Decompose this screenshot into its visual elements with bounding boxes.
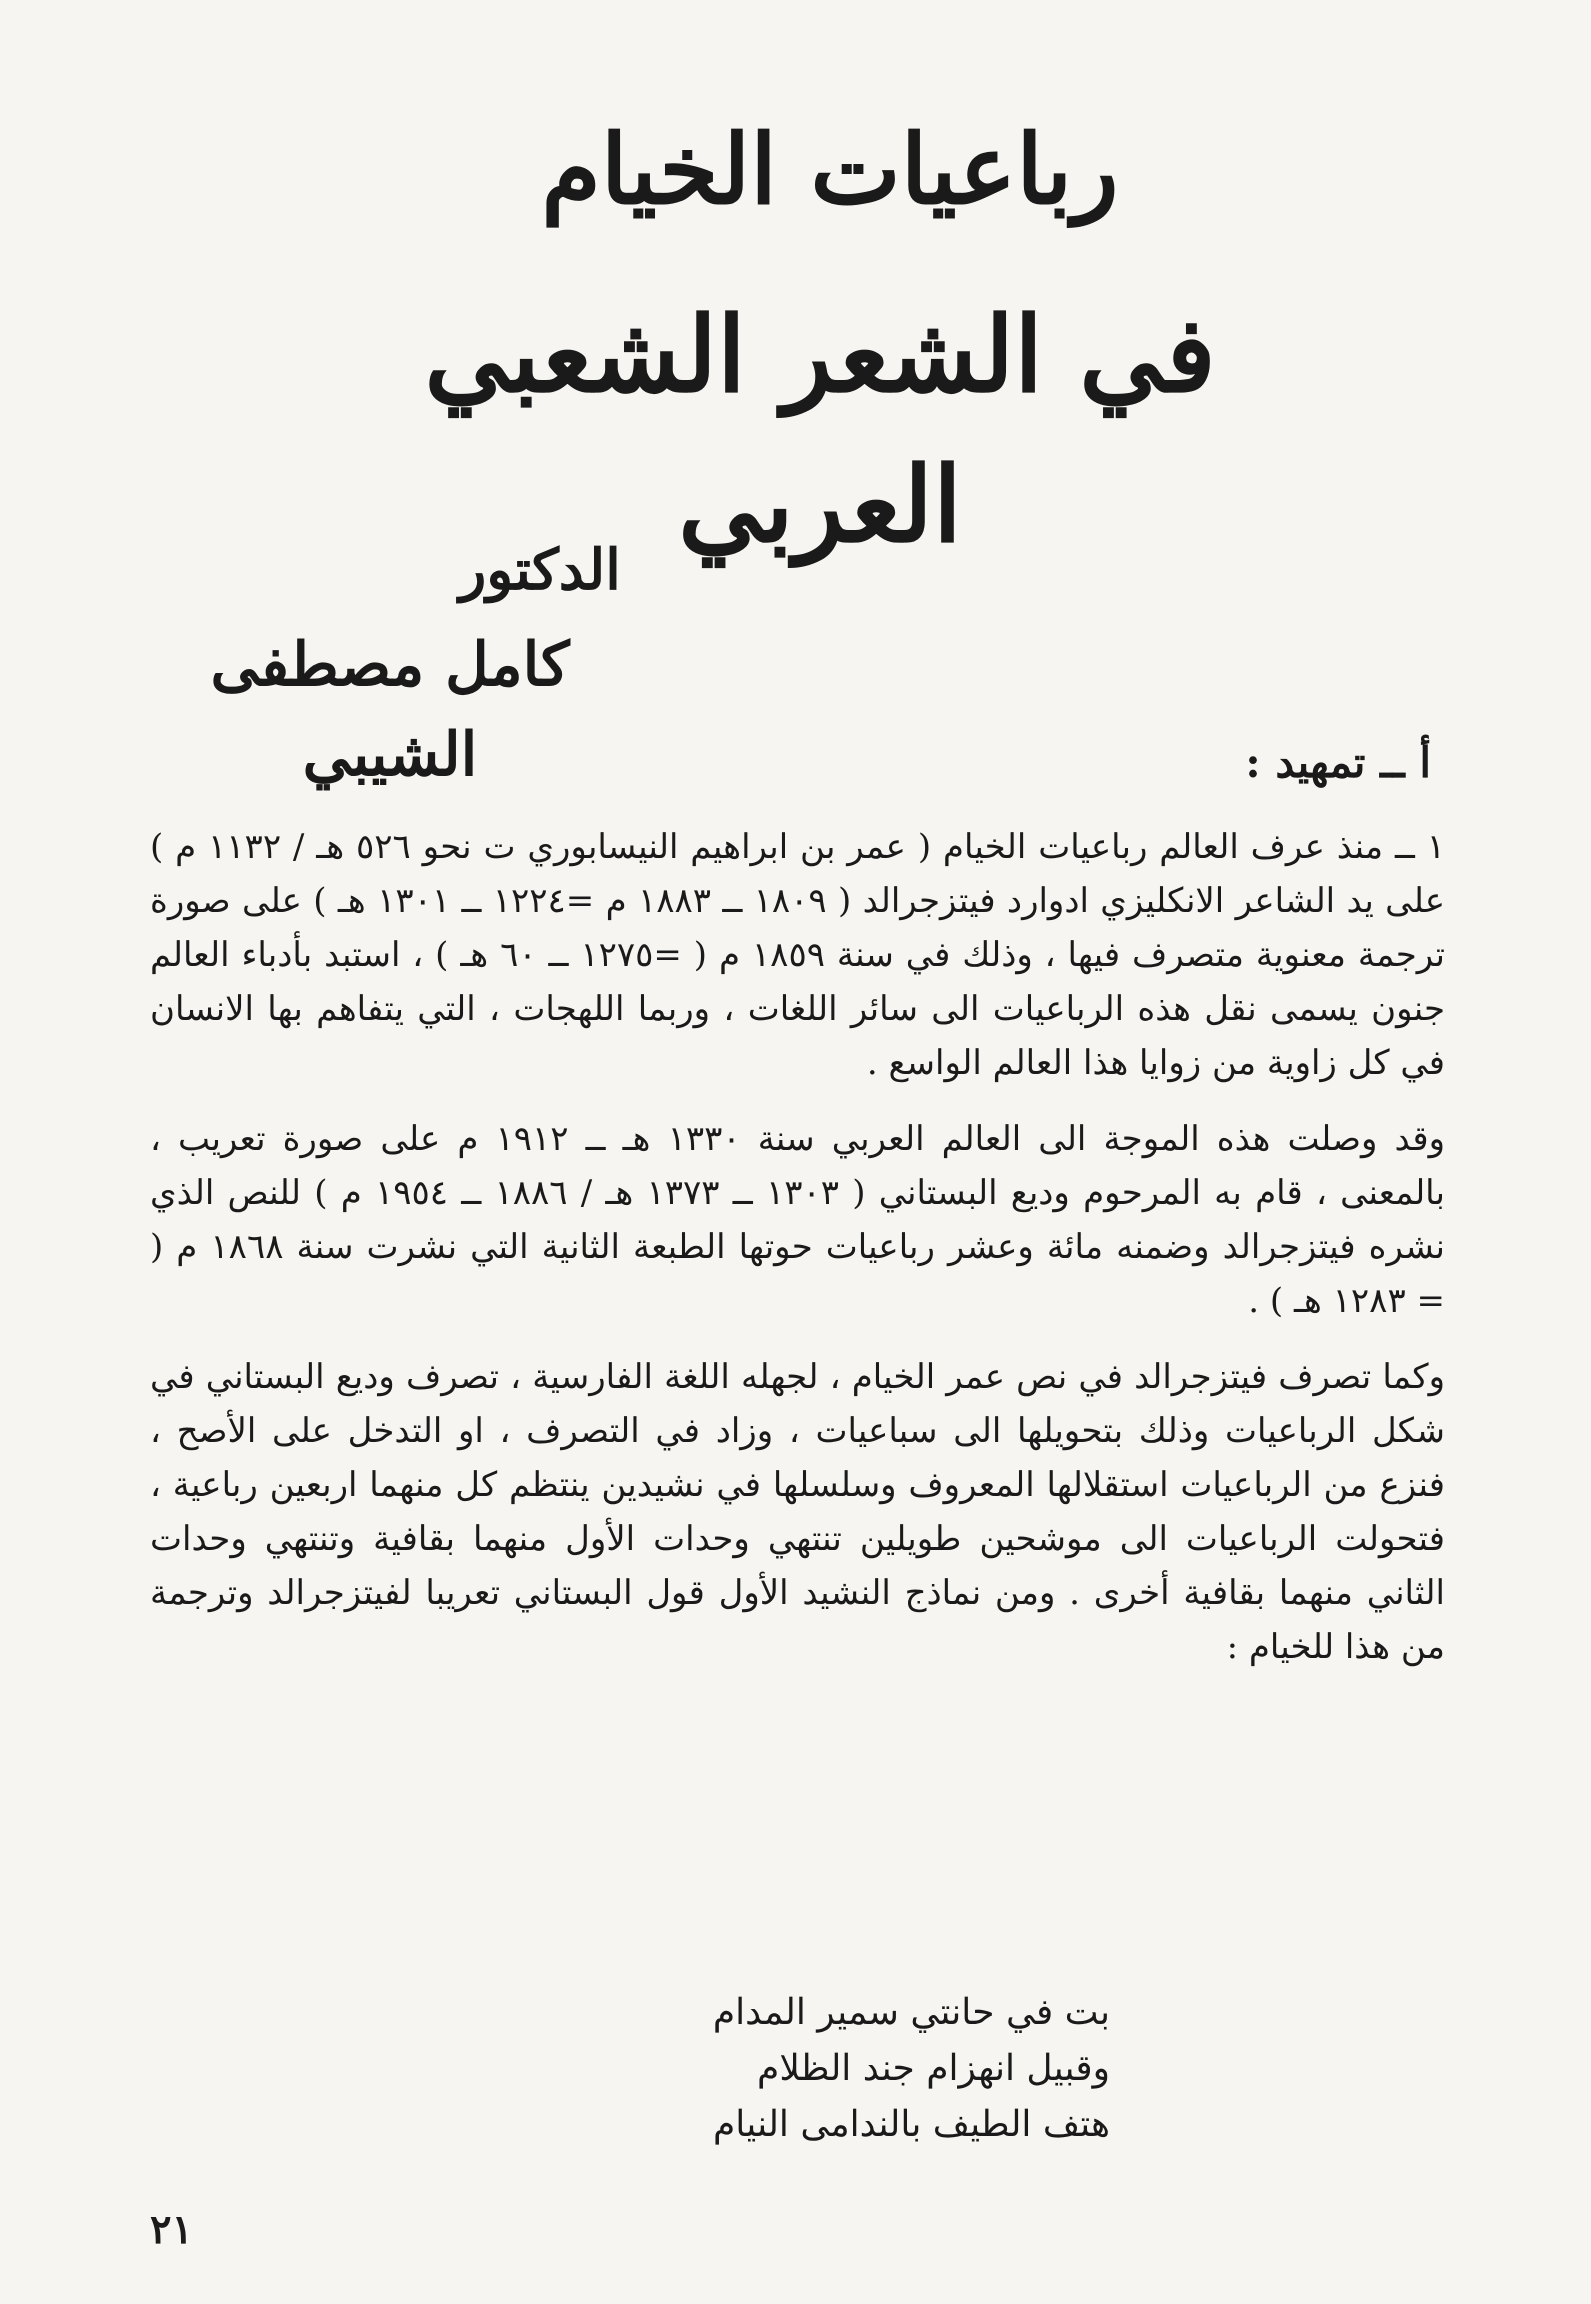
paragraph-2: وقد وصلت هذه الموجة الى العالم العربي سنة ١٣٣٠ هـ ــ ١٩١٢ م على صورة تعريب ، بالمعنى ، قام به المرحوم وديع البستاني ( ١٣٠٣ ــ ١٣٧٣ هـ / ١٨٨٦ ــ ١٩٥٤ م ) للنص الذي نشره فيتزجرالد وضمنه مائة وعشر رباعيات حوتها الطبعة الثانية التي نشرت سنة ١٨٦٨ م ( = ١٢٨٣ هـ ) . [150,1119,1445,1321]
title-line-2: في الشعر الشعبي العربي [424,293,1216,566]
paragraph-3: وكما تصرف فيتزجرالد في نص عمر الخيام ، لجهله اللغة الفارسية ، تصرف وديع البستاني في شكل الرباعيات وذلك بتحويلها الى سباعيات ، وزاد في التصرف ، او التدخل على الأصح ، فنزع من الرباعيات استقلالها المعروف وسلسلها في نشيدين ينتظم كل منهما اربعين رباعية ، فتحولت الرباعيات الى موشحين طويلين تنتهي وحدات الأول منهما بقافية وتنتهي وحدات الثاني منهما بقافية أخرى . ومن نماذج النشيد الأول قول البستاني تعريبا لفيتزجرالد وترجمة من هذا للخيام : [150,1357,1445,1667]
title-line-1: رباعيات الخيام [541,113,1119,226]
section-heading: أ ــ تمهيد : [1245,738,1431,787]
author-name: كامل مصطفى الشيبي [210,630,570,790]
poem-line-2: وقبيل انهزام جند الظلام [757,2048,1110,2089]
paragraph-1: ١ ــ منذ عرف العالم رباعيات الخيام ( عمر بن ابراهيم النيسابوري ت نحو ٥٢٦ هـ / ١١٣٢ م ) على يد الشاعر الانكليزي ادوارد فيتزجرالد ( ١٨٠٩ ــ ١٨٨٣ م =١٢٢٤ ــ ١٣٠١ هـ ) على صورة ترجمة معنوية متصرف فيها ، وذلك في سنة ١٨٥٩ م ( =١٢٧٥ ــ ٦٠ هـ ) ، استبد بأدباء العالم جنون يسمى نقل هذه الرباعيات الى سائر اللغات ، وربما اللهجات ، التي يتفاهم بها الانسان في كل زاوية من زوايا هذا العالم الواسع . [150,827,1445,1083]
body-text [150,820,1445,1696]
poem-line-1: بت في حانتي سمير المدام [712,1992,1110,2033]
poem [470,1985,1110,2153]
author-label: الدكتور [459,537,621,603]
page-number: ٢١ [150,2206,193,2253]
poem-line-3: هتف الطيف بالندامى النيام [712,2104,1110,2145]
